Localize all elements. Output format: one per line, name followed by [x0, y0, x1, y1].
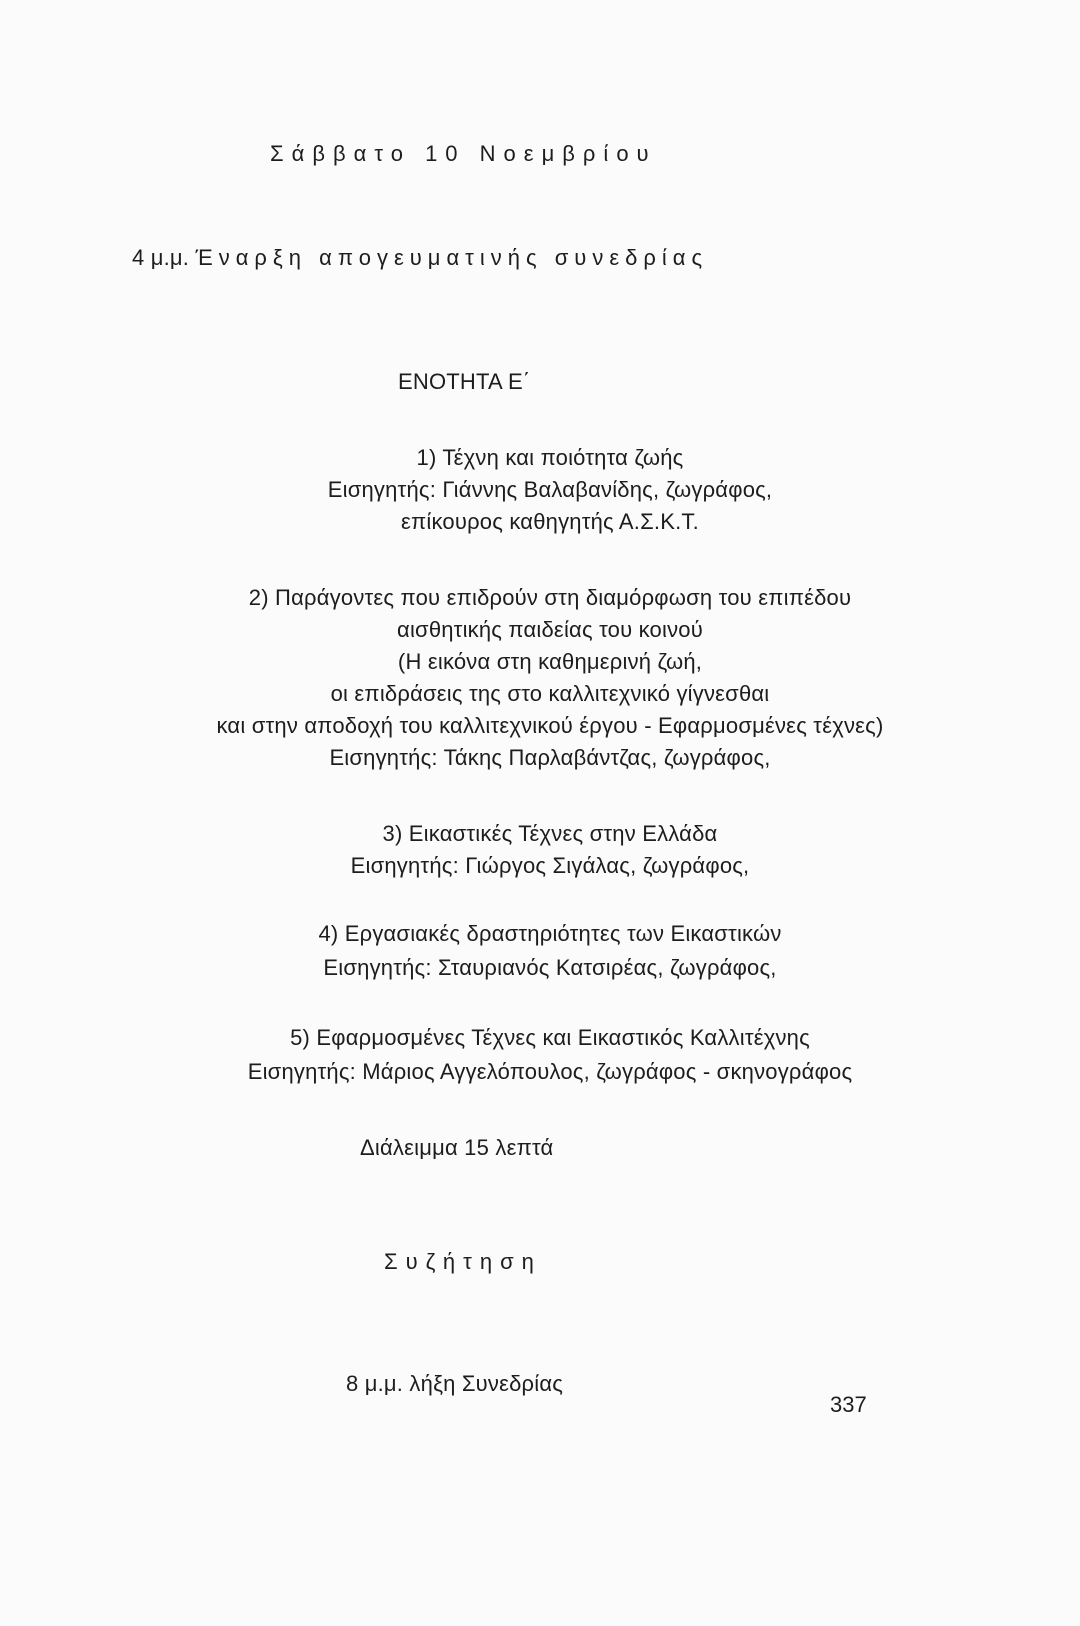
section-title: ΕΝΟΤΗΤΑ Ε΄ [398, 369, 531, 394]
talk-2-subtitle-line-1: (Η εικόνα στη καθημερινή ζωή, [397, 649, 703, 674]
talk-5-speaker: Εισηγητής: Μάριος Αγγελόπουλος, ζωγράφος - σκηνογράφος [247, 1059, 853, 1084]
date-heading: Σάββατο 10 Νοεμβρίου [270, 141, 657, 166]
talk-1-title: 1) Τέχνη και ποιότητα ζωής [416, 445, 684, 470]
talk-3-title: 3) Εικαστικές Τέχνες στην Ελλάδα [382, 821, 718, 846]
talk-1-speaker-role: επίκουρος καθηγητής Α.Σ.Κ.Τ. [401, 509, 699, 534]
talk-4-title: 4) Εργασιακές δραστηριότητες των Εικαστικών [318, 921, 782, 946]
discussion-heading: Συζήτηση [384, 1249, 542, 1274]
closing-line: 8 μ.μ. λήξη Συνεδρίας [346, 1371, 564, 1396]
talk-2-title: 2) Παράγοντες που επιδρούν στη διαμόρφωση του επιπέδου [248, 585, 852, 610]
talk-4-speaker: Εισηγητής: Σταυριανός Κατσιρέας, ζωγράφος, [323, 955, 777, 980]
talk-2-title-line-2: αισθητικής παιδείας του κοινού [397, 617, 703, 642]
page-number: 337 [830, 1392, 867, 1417]
talk-2-speaker: Εισηγητής: Τάκης Παρλαβάντζας, ζωγράφος, [329, 745, 771, 770]
talk-5-title: 5) Εφαρμοσμένες Τέχνες και Εικαστικός Καλλιτέχνης [290, 1025, 810, 1050]
talk-3-speaker: Εισηγητής: Γιώργος Σιγάλας, ζωγράφος, [350, 853, 750, 878]
talk-1-speaker: Εισηγητής: Γιάννης Βαλαβανίδης, ζωγράφος, [327, 477, 773, 502]
session-start-line [132, 244, 708, 272]
session-start-label: Έναρξη απογευματινής συνεδρίας [195, 245, 709, 270]
session-time: 4 μ.μ. [132, 245, 190, 270]
break-line: Διάλειμμα 15 λεπτά [360, 1135, 554, 1160]
talk-2-subtitle-line-3: και στην αποδοχή του καλλιτεχνικού έργου - Εφαρμοσμένες τέχνες) [216, 713, 884, 738]
talk-2-subtitle-line-2: οι επιδράσεις της στο καλλιτεχνικό γίγνεσθαι [330, 681, 770, 706]
